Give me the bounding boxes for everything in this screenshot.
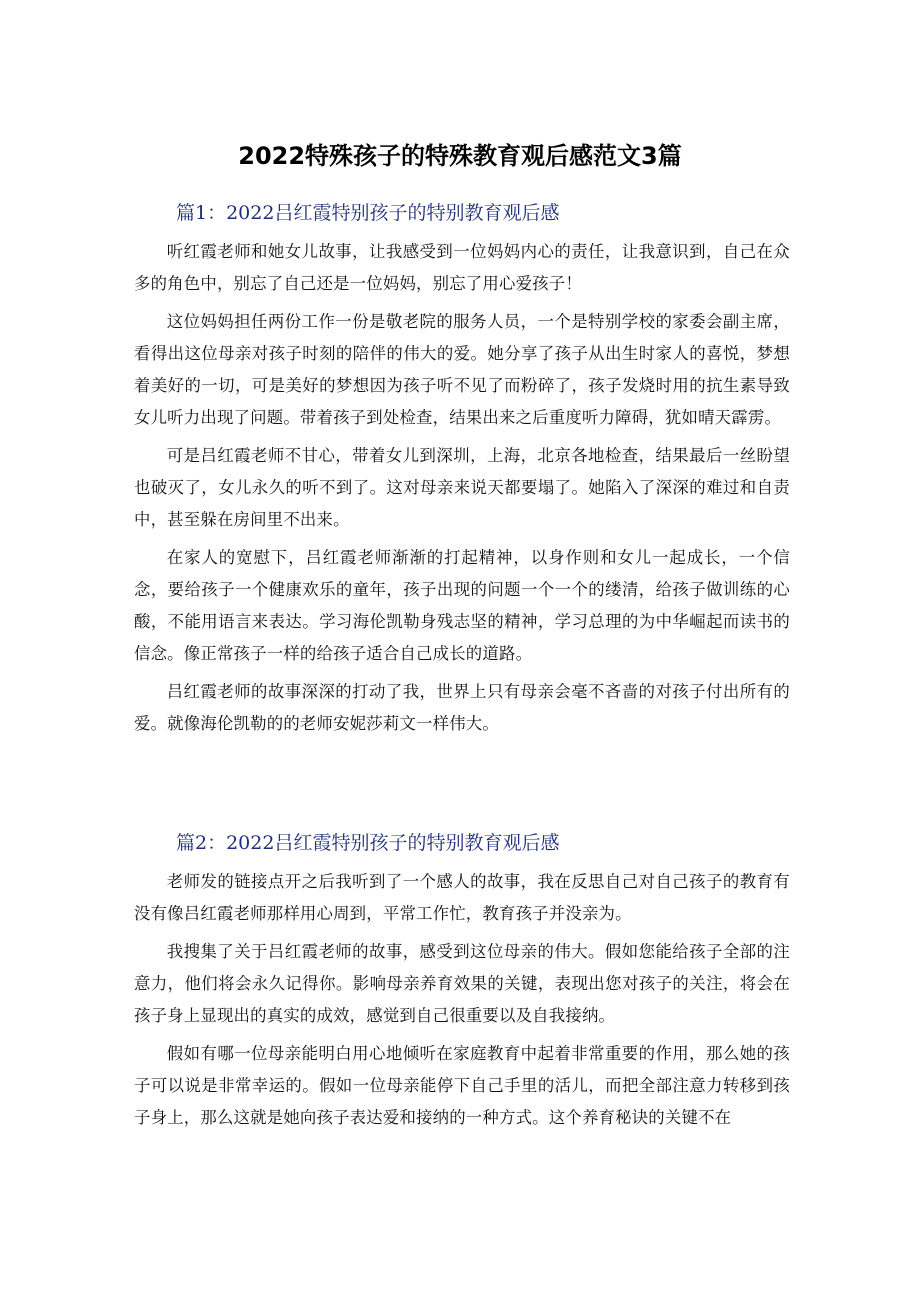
paragraph: 吕红霞老师的故事深深的打动了我，世界上只有母亲会毫不吝啬的对孩子付出所有的爱。就像海伦凯勒的的老师安妮莎莉文一样伟大。 [134,682,790,733]
paragraph: 老师发的链接点开之后我听到了一个感人的故事，我在反思自己对自己孩子的教育有没有像吕红霞老师那样用心周到，平常工作忙，教育孩子并没亲为。 [134,872,790,923]
section-heading: 篇2：2022吕红霞特别孩子的特别教育观后感 [176,832,560,854]
paragraph: 可是吕红霞老师不甘心，带着女儿到深圳，上海，北京各地检查，结果最后一丝盼望也破灭了，女儿永久的听不到了。这对母亲来说天都要塌了。她陷入了深深的难过和自责中，甚至躲在房间里不出来。 [134,446,790,529]
paragraph: 我搜集了关于吕红霞老师的故事，感受到这位母亲的伟大。假如您能给孩子全部的注意力，他们将会永久记得你。影响母亲养育效果的关键，表现出您对孩子的关注，将会在孩子身上显现出的真实的成效，感觉到自己很重要以及自我接纳。 [134,942,790,1025]
paragraph: 听红霞老师和她女儿故事，让我感受到一位妈妈内心的责任，让我意识到，自己在众多的角色中，别忘了自己还是一位妈妈，别忘了用心爱孩子！ [134,242,790,293]
document-title: 2022特殊孩子的特殊教育观后感范文3篇 [238,142,682,170]
article-section-2 [134,826,790,1134]
paragraph: 在家人的宽慰下，吕红霞老师渐渐的打起精神，以身作则和女儿一起成长，一个信念，要给孩子一个健康欢乐的童年，孩子出现的问题一个一个的缕清，给孩子做训练的心酸，不能用语言来表达。学习海伦凯勒身残志坚的精神，学习总理的为中华崛起而读书的信念。像正常孩子一样的给孩子适合自己成长的道路。 [134,548,790,663]
article-section-1 [134,196,790,740]
paragraph: 假如有哪一位母亲能明白用心地倾听在家庭教育中起着非常重要的作用，那么她的孩子可以说是非常幸运的。假如一位母亲能停下自己手里的活儿，而把全部注意力转移到孩子身上，那么这就是她向孩子表达爱和接纳的一种方式。这个养育秘诀的关键不在 [134,1044,790,1127]
section-heading: 篇1：2022吕红霞特别孩子的特别教育观后感 [176,202,560,224]
paragraph: 这位妈妈担任两份工作一份是敬老院的服务人员，一个是特别学校的家委会副主席，看得出这位母亲对孩子时刻的陪伴的伟大的爱。她分享了孩子从出生时家人的喜悦，梦想着美好的一切，可是美好的梦想因为孩子听不见了而粉碎了，孩子发烧时用的抗生素导致女儿听力出现了问题。带着孩子到处检查，结果出来之后重度听力障碍，犹如晴天霹雳。 [134,312,790,427]
